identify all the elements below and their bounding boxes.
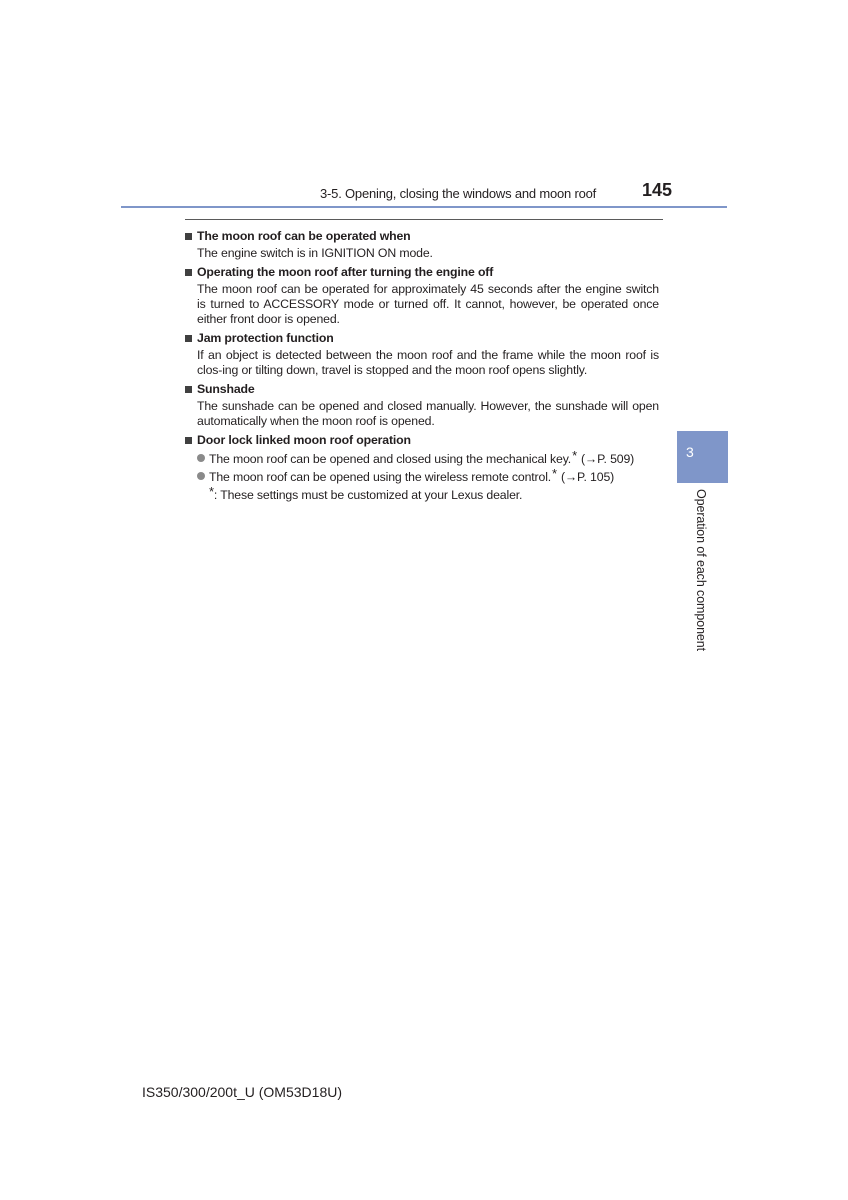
heading-text: Operating the moon roof after turning the engine off — [197, 265, 494, 279]
section-heading — [185, 228, 659, 244]
chapter-tab-number: 3 — [686, 444, 694, 460]
page-reference-link[interactable]: (→P. 509) — [580, 452, 635, 466]
square-bullet-icon — [185, 386, 192, 393]
square-bullet-icon — [185, 437, 192, 444]
square-bullet-icon — [185, 233, 192, 240]
list-item — [197, 450, 659, 468]
footnote — [209, 486, 659, 504]
chapter-tab[interactable] — [677, 431, 728, 483]
section-paragraph: If an object is detected between the moon roof and the frame while the moon roof is clos-ing or tilting down, travel is stopped and the moon roof opens slightly. — [197, 348, 659, 377]
square-bullet-icon — [185, 269, 192, 276]
section-heading — [185, 330, 659, 346]
section-heading — [185, 432, 659, 448]
content-rule — [185, 219, 663, 220]
bullet-dot-icon — [197, 472, 205, 480]
header-rule — [121, 206, 727, 208]
section-title: 3-5. Opening, closing the windows and moon roof — [320, 186, 597, 201]
asterisk-mark: * — [552, 466, 557, 481]
page-reference-link[interactable]: (→P. 105) — [560, 470, 615, 484]
bullet-dot-icon — [197, 454, 205, 462]
chapter-side-label: Operation of each component — [694, 489, 708, 651]
heading-text: Jam protection function — [197, 331, 334, 345]
page-number: 145 — [642, 180, 673, 200]
footnote-text: : These settings must be customized at your Lexus dealer. — [213, 488, 523, 502]
asterisk-mark: * — [572, 448, 577, 463]
heading-text: The moon roof can be operated when — [197, 229, 411, 243]
square-bullet-icon — [185, 335, 192, 342]
section-heading — [185, 264, 659, 280]
section-paragraph: The moon roof can be operated for approximately 45 seconds after the engine switch is turned to ACCESSORY mode or turned off. It cannot, however, be operated once either front door is opened. — [197, 282, 659, 326]
section-heading — [185, 381, 659, 397]
content-body — [185, 228, 659, 504]
footer-model-code: IS350/300/200t_U (OM53D18U) — [142, 1084, 342, 1100]
footnote-asterisk: * — [209, 484, 214, 499]
section-paragraph: The engine switch is in IGNITION ON mode. — [197, 246, 433, 260]
list-item — [197, 468, 659, 486]
list-item-text: The moon roof can be opened using the wireless remote control. — [209, 470, 552, 484]
list-item-text: The moon roof can be opened and closed using the mechanical key. — [209, 452, 572, 466]
heading-text: Door lock linked moon roof operation — [197, 433, 411, 447]
heading-text: Sunshade — [197, 382, 255, 396]
section-paragraph: The sunshade can be opened and closed manually. However, the sunshade will open automatically when the moon roof is opened. — [197, 399, 659, 428]
